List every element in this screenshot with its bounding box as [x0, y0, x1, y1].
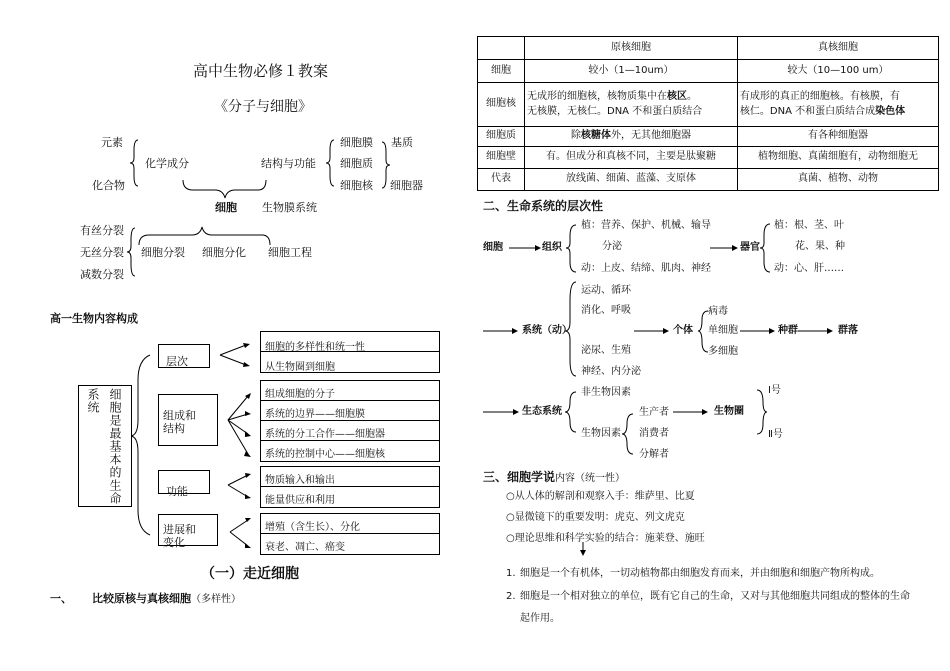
- section-1-note: （多样性）: [191, 594, 241, 605]
- concept-matrix: 基质: [391, 136, 413, 149]
- outline-heading: 高一生物内容构成: [50, 312, 138, 325]
- nucleus-pro-line-1: 无成形的细胞核，核物质集中在核区。: [527, 91, 697, 102]
- plant-tissue-text: 分泌: [602, 241, 622, 252]
- outline-root-text-a: 系统: [86, 388, 100, 414]
- theory-point-continued: 起作用。: [520, 613, 560, 624]
- history-item: ○理论思维和科学实验的结合：施莱登、施旺: [506, 533, 705, 544]
- animal-organ-text: 动：心、肝……: [774, 263, 844, 274]
- level-organ: 器官: [740, 242, 760, 253]
- table-cell: 植物细胞、真菌细胞有，动物细胞无: [737, 147, 938, 169]
- plant-organ-text: 花、果、种: [795, 241, 845, 252]
- individual-type: 单细胞: [708, 325, 738, 336]
- abiotic-factor: 非生物因素: [581, 387, 631, 398]
- concept-nucleus: 细胞核: [340, 179, 373, 192]
- plant-tissue-text: 植：营养、保护、机械、输导: [581, 220, 711, 231]
- concept-cytoplasm: 细胞质: [340, 157, 373, 170]
- animal-tissue-text: 动：上皮、结缔、肌肉、神经: [581, 263, 711, 274]
- nucleus-euk-line-1: 有成形的真正的细胞核。有核膜，有: [739, 91, 900, 102]
- outline-category-label: 进展和变化: [163, 523, 196, 550]
- table-row-label: 细胞核: [478, 83, 525, 127]
- table-cell: 较大（10—100 um）: [737, 60, 938, 83]
- biosphere-no2: Ⅱ号: [768, 429, 783, 440]
- outline-item: 组成细胞的分子: [265, 389, 335, 400]
- outline-category-label: 组成和结构: [163, 409, 196, 436]
- plant-organ-text: 植：根、茎、叶: [774, 220, 844, 231]
- table-row-label: 细胞: [478, 60, 525, 83]
- table-cell: 较小（1—10um）: [525, 60, 738, 83]
- history-item: ○从人体的解剖和观察入手：维萨里、比夏: [506, 491, 695, 502]
- table-cell: 放线菌、细菌、蓝藻、支原体: [525, 169, 738, 191]
- table-cell: 除核糖体外，无其他细胞器: [525, 127, 738, 147]
- nucleus-pro-line-2: 无核膜，无核仁。DNA 不和蛋白质结合: [527, 105, 703, 117]
- concept-amitosis: 无丝分裂: [80, 246, 124, 259]
- outline-item: 从生物圈到细胞: [265, 362, 335, 373]
- table-row-label: 细胞壁: [478, 147, 525, 169]
- nucleus-euk-line-2: 核仁。DNA 不和蛋白质结合成染色体: [739, 105, 906, 117]
- concept-compounds: 化合物: [92, 179, 125, 192]
- table-cell: 有各种细胞器: [737, 127, 938, 147]
- theory-point-number: 2.: [506, 591, 516, 602]
- concept-mitosis: 有丝分裂: [80, 224, 124, 237]
- concept-structure-function: 结构与功能: [261, 157, 316, 170]
- outline-item: 能量供应和利用: [265, 495, 335, 506]
- section-3-tail: 内容（统一性）: [555, 473, 626, 484]
- level-tissue: 组织: [542, 242, 562, 253]
- section-3-heading: [483, 470, 625, 485]
- section-1-number: 一、: [50, 592, 72, 605]
- concept-chemical: 化学成分: [145, 157, 189, 170]
- section-2-heading: 二、生命系统的层次性: [483, 199, 604, 213]
- concept-organelle: 细胞器: [390, 179, 423, 192]
- section-3-title: 三、细胞学说: [483, 470, 556, 484]
- table-header: 真核细胞: [737, 37, 938, 60]
- biosphere-no1: Ⅰ号: [768, 385, 781, 396]
- table-cell: 有。但成分和真核不同，主要是肽聚糖: [525, 147, 738, 169]
- level-ecosystem: 生态系统: [522, 406, 562, 417]
- table-header: 原核细胞: [525, 37, 738, 60]
- outline-root-text-b: 细胞是最基本的生命: [108, 388, 122, 505]
- outline-category-label: 层次: [166, 355, 188, 368]
- outline-item: 系统的边界——细胞膜: [265, 409, 365, 420]
- history-item: ○显微镜下的重要发明：虎克、列文虎克: [506, 512, 685, 523]
- theory-point-number: 1.: [506, 568, 516, 579]
- theory-point: 细胞是一个有机体，一切动植物都由细胞发育而来，并由细胞和细胞产物所构成。: [520, 568, 880, 579]
- individual-type: 病毒: [708, 306, 728, 317]
- concept-cell-division: 细胞分裂: [141, 246, 185, 259]
- level-cell: 细胞: [483, 242, 503, 253]
- concept-cell-differentiation: 细胞分化: [202, 246, 246, 259]
- table-row-label: 细胞质: [478, 127, 525, 147]
- section-1-title: 比较原核与真核细胞: [92, 592, 191, 605]
- biotic-factor: 生物因素: [581, 428, 621, 439]
- table-cell: 真菌、植物、动物: [737, 169, 938, 191]
- outline-item: 系统的控制中心——细胞核: [265, 449, 385, 460]
- outline-item: 增殖（含生长）、分化: [265, 522, 360, 533]
- individual-type: 多细胞: [708, 346, 738, 357]
- chapter-title: （一）走近细胞: [201, 566, 299, 582]
- level-community: 群落: [838, 325, 858, 336]
- outline-item: 细胞的多样性和统一性: [265, 342, 365, 353]
- concept-elements: 元素: [101, 136, 123, 149]
- level-population: 种群: [778, 325, 798, 336]
- concept-membrane: 细胞膜: [340, 136, 373, 149]
- ecological-role: 生产者: [639, 407, 669, 418]
- outline-category-label: 功能: [166, 485, 188, 498]
- organ-system: 运动、循环: [581, 285, 631, 296]
- document-title: 高中生物必修１教案: [193, 62, 329, 80]
- outline-item: 物质输入和输出: [265, 475, 335, 486]
- ecological-role: 消费者: [639, 428, 669, 439]
- outline-item: 衰老、凋亡、癌变: [265, 542, 345, 553]
- concept-membrane-system: 生物膜系统: [262, 201, 317, 214]
- ecological-role: 分解者: [639, 449, 669, 460]
- level-biosphere: 生物圈: [714, 406, 744, 417]
- document-subtitle: 《分子与细胞》: [214, 99, 312, 115]
- concept-meiosis: 减数分裂: [80, 268, 124, 281]
- level-individual: 个体: [673, 325, 693, 336]
- organ-system: 神经、内分泌: [581, 366, 641, 377]
- concept-cell: 细胞: [215, 201, 237, 214]
- organ-system: 泌尿、生殖: [581, 345, 631, 356]
- outline-item: 系统的分工合作——细胞器: [265, 429, 385, 440]
- concept-cell-engineering: 细胞工程: [268, 246, 312, 259]
- organ-system: 消化、呼吸: [581, 305, 631, 316]
- level-system: 系统（动）: [522, 325, 572, 336]
- table-row-label: 代表: [478, 169, 525, 191]
- theory-point: 细胞是一个相对独立的单位，既有它自己的生命，又对与其他细胞共同组成的整体的生命: [520, 591, 910, 602]
